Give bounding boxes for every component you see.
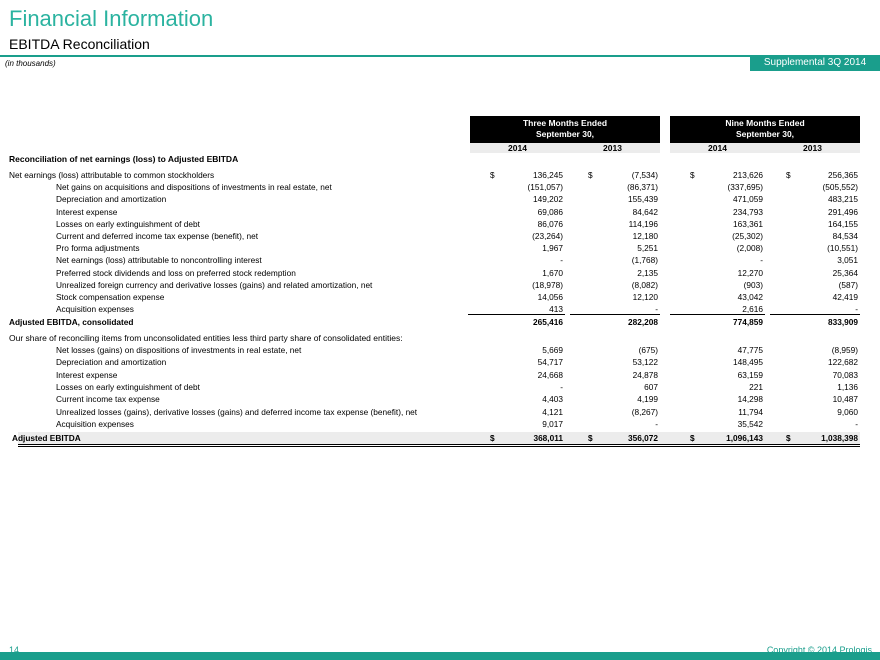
row-value: 84,642 <box>632 206 658 217</box>
row-value: 1,136 <box>837 381 858 392</box>
row-label: Acquisition expenses <box>56 304 134 315</box>
year-header: 2013 <box>765 143 860 153</box>
copyright: Copyright © 2014 Prologis <box>766 645 872 655</box>
row-value: (7,534) <box>631 170 658 180</box>
dollar-sign: $ <box>786 433 791 444</box>
table-row <box>0 254 880 266</box>
units-note: (in thousands) <box>5 59 56 68</box>
row-value: 234,793 <box>733 206 763 217</box>
dollar-sign: $ <box>588 433 593 444</box>
row-value: - <box>855 418 858 429</box>
column-group-nine-months-line1: Nine Months Ended <box>725 118 805 128</box>
row-value: (337,695) <box>727 182 763 193</box>
row-label: Interest expense <box>56 369 118 380</box>
table-row <box>0 369 880 381</box>
row-value: (25,302) <box>732 231 763 241</box>
row-value: 25,364 <box>832 267 858 278</box>
row-value: 148,495 <box>733 357 763 368</box>
row-value: 774,859 <box>733 317 763 328</box>
dollar-sign: $ <box>690 170 695 180</box>
year-header: 2013 <box>565 143 660 153</box>
row-label: Losses on early extinguishment of debt <box>56 381 200 392</box>
column-group-three-months-line1: Three Months Ended <box>522 118 608 128</box>
row-label: Stock compensation expense <box>56 292 165 302</box>
row-value: (8,082) <box>631 279 658 290</box>
page-number: 14 <box>9 645 20 655</box>
table-row <box>0 418 880 430</box>
subtotal-underline <box>570 314 660 315</box>
page-title: Financial Information <box>9 6 214 31</box>
row-value: 122,682 <box>828 357 858 368</box>
row-value: (587) <box>838 279 858 290</box>
row-label: Net gains on acquisitions and dispositions of investments in real estate, net <box>56 182 332 193</box>
table-row <box>0 291 880 303</box>
table-row <box>0 218 880 230</box>
row-label: Interest expense <box>56 206 118 217</box>
row-value: 54,717 <box>537 357 563 368</box>
dollar-sign: $ <box>490 433 495 444</box>
row-value: - <box>655 304 658 315</box>
row-value: 53,122 <box>632 357 658 368</box>
row-value: 607 <box>644 381 658 392</box>
row-value: 114,196 <box>628 218 658 229</box>
row-value: 413 <box>549 304 563 315</box>
row-value: 1,670 <box>542 267 563 278</box>
header-rule <box>0 55 880 73</box>
subtotal-underline <box>670 314 765 315</box>
row-value: 136,245 <box>533 170 563 180</box>
row-value: - <box>760 255 763 266</box>
row-value: 163,361 <box>733 218 763 229</box>
row-label: Current income tax expense <box>56 394 160 405</box>
row-value: 213,626 <box>733 170 763 180</box>
table-row <box>0 344 880 356</box>
subtotal-underline <box>770 314 860 315</box>
row-value: 10,487 <box>832 394 858 405</box>
row-label: Unrealized foreign currency and derivative losses (gains) and related amortization, net <box>56 279 373 290</box>
subtotal-row <box>0 316 880 328</box>
row-value: (10,551) <box>827 243 858 254</box>
table-row <box>0 406 880 418</box>
row-value: (8,959) <box>831 345 858 355</box>
row-label: Net earnings (loss) attributable to common stockholders <box>9 170 215 180</box>
row-value: 282,208 <box>628 317 658 328</box>
table-row <box>0 206 880 218</box>
row-value: 63,159 <box>737 369 763 380</box>
total-underline <box>18 444 860 445</box>
row-value: 9,060 <box>837 406 858 417</box>
row-label: Depreciation and amortization <box>56 194 167 205</box>
row-value: 5,251 <box>637 243 658 254</box>
table-row <box>0 242 880 254</box>
dollar-sign: $ <box>690 433 695 444</box>
row-value: 1,038,398 <box>821 433 858 444</box>
row-value: 43,042 <box>737 292 763 302</box>
subtotal-underline <box>468 314 565 315</box>
row-value: (151,057) <box>527 182 563 193</box>
column-group-three-months <box>470 116 660 143</box>
footer-bar <box>0 652 880 660</box>
row-value: - <box>855 304 858 315</box>
row-value: 84,534 <box>832 231 858 241</box>
row-value: 3,051 <box>837 255 858 266</box>
row-value: (8,267) <box>631 406 658 417</box>
supplemental-badge: Supplemental 3Q 2014 <box>750 55 880 71</box>
row-value: (86,371) <box>627 182 658 193</box>
row-value: 368,011 <box>533 433 563 444</box>
table-row <box>0 279 880 291</box>
row-label: Unrealized losses (gains), derivative losses (gains) and deferred income tax expense (benefit), net <box>56 406 418 417</box>
row-value: 164,155 <box>828 218 858 229</box>
row-value: 24,668 <box>537 369 563 380</box>
row-value: 291,496 <box>828 206 858 217</box>
row-label: Current and deferred income tax expense (benefit), net <box>56 231 259 241</box>
row-value: 4,121 <box>542 406 563 417</box>
row-label: Net losses (gains) on dispositions of investments in real estate, net <box>56 345 302 355</box>
row-value: 24,878 <box>632 369 658 380</box>
row-label: Pro forma adjustments <box>56 243 140 254</box>
table-row <box>0 356 880 368</box>
dollar-sign: $ <box>588 170 593 180</box>
row-value: 35,542 <box>737 418 763 429</box>
row-value: 483,215 <box>828 194 858 205</box>
row-value: 42,419 <box>832 292 858 302</box>
column-group-three-months-line2: September 30, <box>535 129 595 139</box>
row-value: (1,768) <box>631 255 658 266</box>
row-label: Net earnings (loss) attributable to noncontrolling interest <box>56 255 262 266</box>
table-row <box>0 267 880 279</box>
row-value: (23,264) <box>532 231 563 241</box>
row-value: (903) <box>743 279 763 290</box>
row-value: 2,616 <box>742 304 763 315</box>
total-row <box>12 432 860 444</box>
row-value: 86,076 <box>537 218 563 229</box>
row-value: 149,202 <box>533 194 563 205</box>
row-value: 12,120 <box>632 292 658 302</box>
table-row <box>0 169 880 181</box>
row-value: 47,775 <box>737 345 763 355</box>
row-value: 155,439 <box>628 194 658 205</box>
row-value: 833,909 <box>828 317 858 328</box>
row-value: - <box>655 418 658 429</box>
row-value: 2,135 <box>637 267 658 278</box>
row-value: (675) <box>638 345 658 355</box>
row-value: 12,270 <box>737 267 763 278</box>
total-underline <box>18 446 860 447</box>
row-value: (505,552) <box>822 182 858 193</box>
row-value: 70,083 <box>832 369 858 380</box>
table-row <box>0 193 880 205</box>
row-label: Depreciation and amortization <box>56 357 167 368</box>
row-value: 69,086 <box>537 206 563 217</box>
row-value: 12,180 <box>632 231 658 241</box>
row-value: (2,008) <box>736 243 763 254</box>
row-value: 256,365 <box>828 170 858 180</box>
column-group-nine-months-line2: September 30, <box>735 129 795 139</box>
row-value: 11,794 <box>738 406 763 417</box>
page-subtitle: EBITDA Reconciliation <box>9 36 150 52</box>
row-label: Preferred stock dividends and loss on preferred stock redemption <box>56 267 296 278</box>
table-row <box>0 230 880 242</box>
row-value: 9,017 <box>542 418 563 429</box>
dollar-sign: $ <box>490 170 495 180</box>
table-row <box>0 181 880 193</box>
section-title-reconciliation: Reconciliation of net earnings (loss) to Adjusted EBITDA <box>9 154 239 164</box>
table-row <box>0 303 880 315</box>
dollar-sign: $ <box>786 170 791 180</box>
row-label: Adjusted EBITDA, consolidated <box>9 317 134 328</box>
row-value: - <box>560 381 563 392</box>
row-value: 471,059 <box>733 194 763 205</box>
row-value: 265,416 <box>533 317 563 328</box>
row-value: 1,967 <box>542 243 563 254</box>
row-value: 4,403 <box>542 394 563 405</box>
row-label: Acquisition expenses <box>56 418 134 429</box>
year-header: 2014 <box>670 143 765 153</box>
row-value: 5,669 <box>542 345 563 355</box>
row-value: (18,978) <box>532 279 563 290</box>
row-value: 356,072 <box>628 433 658 444</box>
row-value: 4,199 <box>637 394 658 405</box>
row-value: 1,096,143 <box>726 433 763 444</box>
row-label: Losses on early extinguishment of debt <box>56 218 200 229</box>
row-value: 14,298 <box>737 394 763 405</box>
table-row <box>0 381 880 393</box>
row-value: 14,056 <box>537 292 563 302</box>
year-header: 2014 <box>470 143 565 153</box>
section-title-unconsolidated: Our share of reconciling items from unconsolidated entities less third party share of consolidated entities: <box>9 333 403 343</box>
row-label: Adjusted EBITDA <box>12 433 81 444</box>
row-value: - <box>560 255 563 266</box>
row-value: 221 <box>749 381 763 392</box>
column-group-nine-months <box>670 116 860 143</box>
table-row <box>0 393 880 405</box>
